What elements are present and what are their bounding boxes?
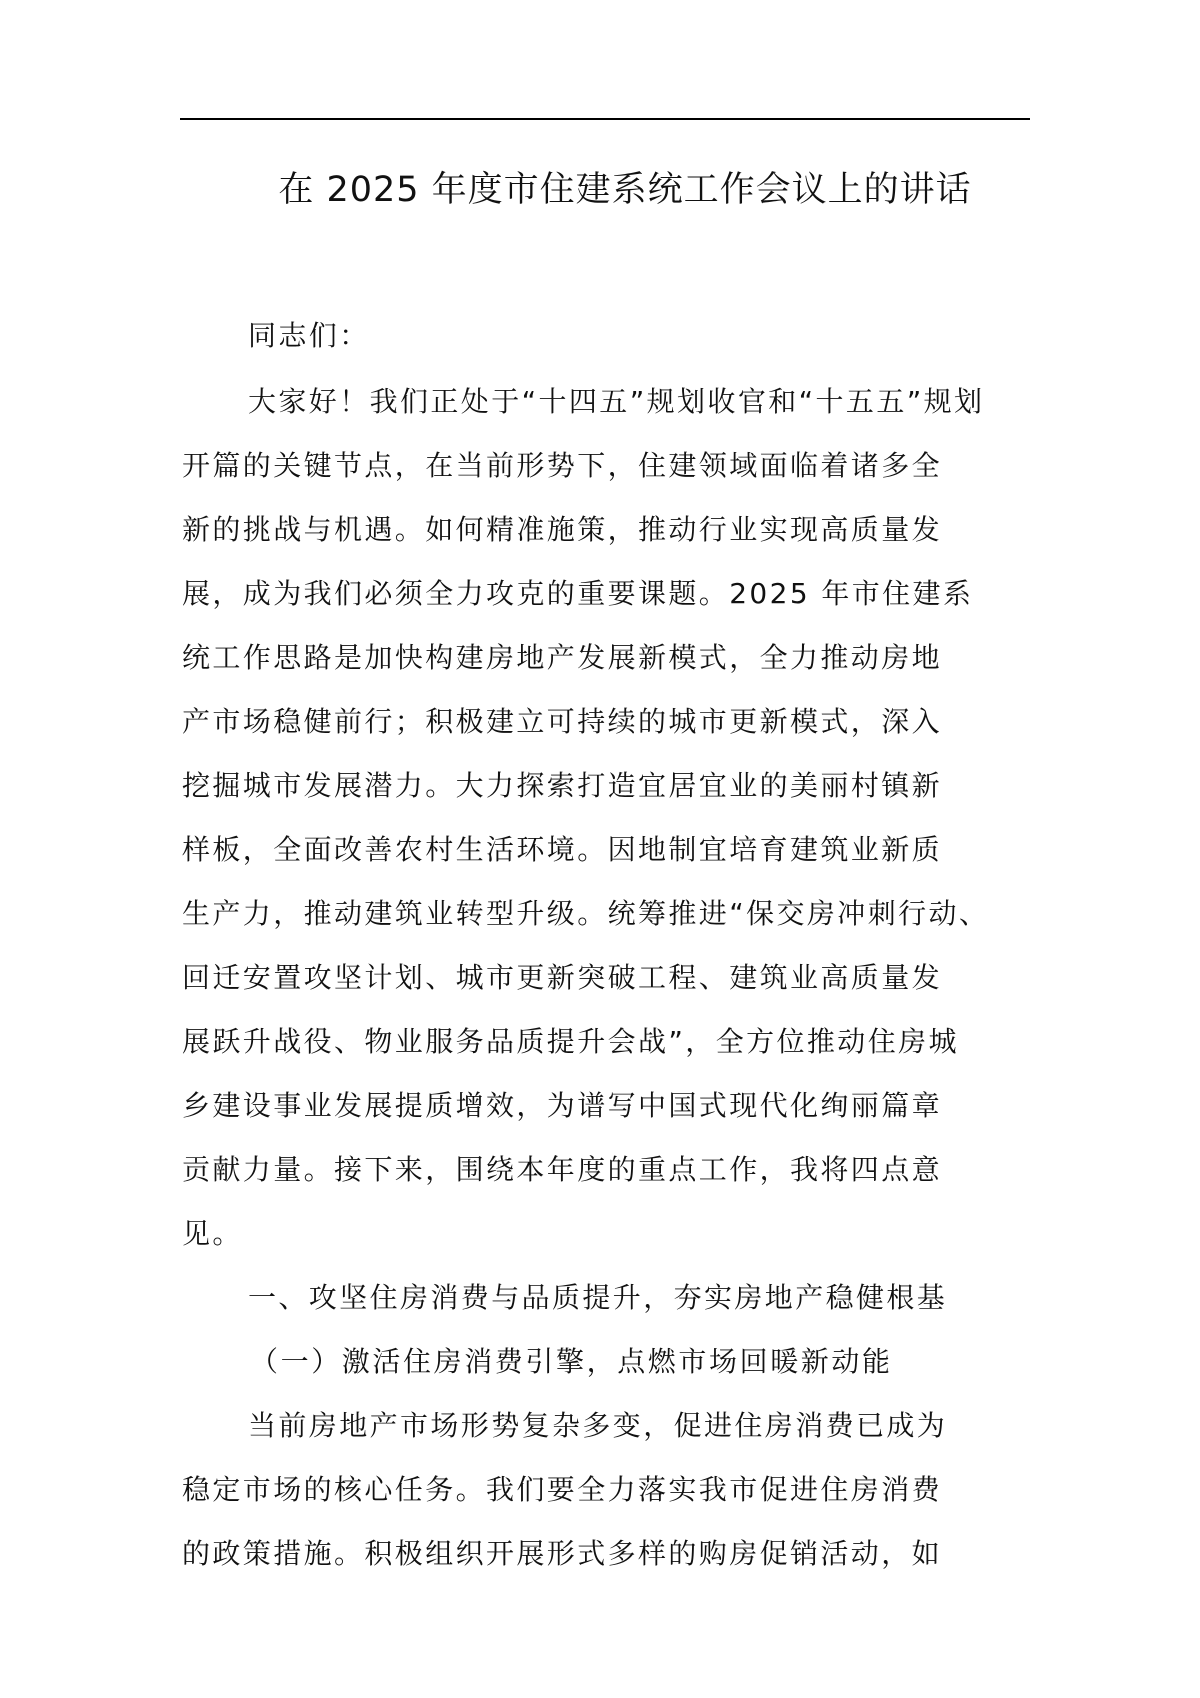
paragraph-line: 当前房地产市场形势复杂多变，促进住房消费已成为 [248, 1409, 948, 1442]
paragraph-line: 生产力，推动建筑业转型升级。统筹推进“保交房冲刺行动、 [182, 897, 990, 930]
paragraph-line: 开篇的关键节点，在当前形势下，住建领域面临着诸多全 [182, 449, 943, 482]
paragraph-line: 新的挑战与机遇。如何精准施策，推动行业实现高质量发 [182, 513, 943, 546]
paragraph-line: 见。 [182, 1217, 243, 1250]
paragraph-line: 的政策措施。积极组织开展形式多样的购房促销活动，如 [182, 1537, 943, 1570]
paragraph-line: 回迁安置攻坚计划、城市更新突破工程、建筑业高质量发 [182, 961, 943, 994]
paragraph-line: 展跃升战役、物业服务品质提升会战”，全方位推动住房城 [182, 1025, 959, 1058]
document-title: 在 2025 年度市住建系统工作会议上的讲话 [278, 170, 972, 210]
paragraph-line: 统工作思路是加快构建房地产发展新模式，全力推动房地 [182, 641, 943, 674]
paragraph-line: 展，成为我们必须全力攻克的重要课题。2025 年市住建系 [182, 577, 974, 610]
header-rule [180, 118, 1030, 120]
paragraph-line: 样板，全面改善农村生活环境。因地制宜培育建筑业新质 [182, 833, 943, 866]
section-heading: 一、攻坚住房消费与品质提升，夯实房地产稳健根基 [248, 1281, 948, 1314]
paragraph-line: 产市场稳健前行；积极建立可持续的城市更新模式，深入 [182, 705, 943, 738]
paragraph-line: 贡献力量。接下来，围绕本年度的重点工作，我将四点意 [182, 1153, 943, 1186]
paragraph-line: 稳定市场的核心任务。我们要全力落实我市促进住房消费 [182, 1473, 943, 1506]
paragraph-line: 挖掘城市发展潜力。大力探索打造宜居宜业的美丽村镇新 [182, 769, 943, 802]
salutation: 同志们： [248, 319, 370, 352]
paragraph-line: 大家好！我们正处于“十四五”规划收官和“十五五”规划 [248, 385, 985, 418]
paragraph-line: 乡建设事业发展提质增效，为谱写中国式现代化绚丽篇章 [182, 1089, 943, 1122]
subsection-heading: （一）激活住房消费引擎，点燃市场回暖新动能 [250, 1345, 893, 1378]
